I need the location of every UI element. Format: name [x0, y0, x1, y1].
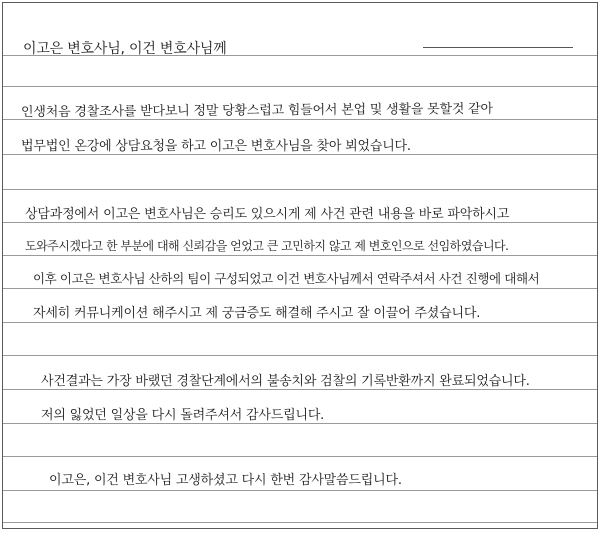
letter-heading: 이고은 변호사님, 이건 변호사님께: [23, 41, 227, 57]
ruled-line: [3, 86, 597, 87]
ruled-line: [3, 490, 597, 491]
ruled-line: [3, 423, 597, 424]
ruled-line: [3, 355, 597, 356]
paragraph-2-line-4: 자세히 커뮤니케이션 해주시고 제 궁금증도 해결해 주시고 잘 이끌어 주셨습니다.: [33, 306, 481, 321]
ruled-line: [3, 322, 597, 323]
ruled-line: [3, 389, 597, 390]
handwritten-letter-sheet: [2, 2, 598, 529]
ruled-line: [3, 522, 597, 523]
paragraph-4-line-1: 이고은, 이건 변호사님 고생하셨고 다시 한번 감사말씀드립니다.: [49, 473, 402, 488]
ruled-line: [3, 255, 597, 256]
paragraph-2-line-2: 도와주시겠다고 한 부분에 대해 신뢰감을 얻었고 큰 고민하지 않고 제 변호인으로 선임하였습니다.: [25, 239, 509, 253]
header-blank-line: [423, 47, 573, 48]
paragraph-2-line-3: 이후 이고은 변호사님 산하의 팀이 구성되었고 이건 변호사님께서 연락주셔서 사건 진행에 대해서: [33, 271, 540, 286]
paragraph-3-line-2: 저의 잃었던 일상을 다시 돌려주셔서 감사드립니다.: [41, 408, 325, 423]
ruled-line: [3, 288, 597, 289]
paragraph-1-line-2: 법무법인 온강에 상담요청을 하고 이고은 변호사님을 찾아 뵈었습니다.: [21, 139, 411, 154]
ruled-line: [3, 222, 597, 223]
paragraph-2-line-1: 상담과정에서 이고은 변호사님은 승리도 있으시게 제 사건 관련 내용을 바로 파악하시고: [25, 207, 510, 222]
ruled-line: [3, 189, 597, 190]
ruled-line: [3, 456, 597, 457]
paragraph-3-line-1: 사건결과는 가장 바랬던 경찰단계에서의 불송치와 검찰의 기록반환까지 완료되었습니다.: [41, 374, 530, 389]
ruled-line: [3, 154, 597, 155]
paragraph-1-line-1: 인생처음 경찰조사를 받다보니 정말 당황스럽고 힘들어서 본업 및 생활을 못할것 같아: [20, 101, 493, 120]
